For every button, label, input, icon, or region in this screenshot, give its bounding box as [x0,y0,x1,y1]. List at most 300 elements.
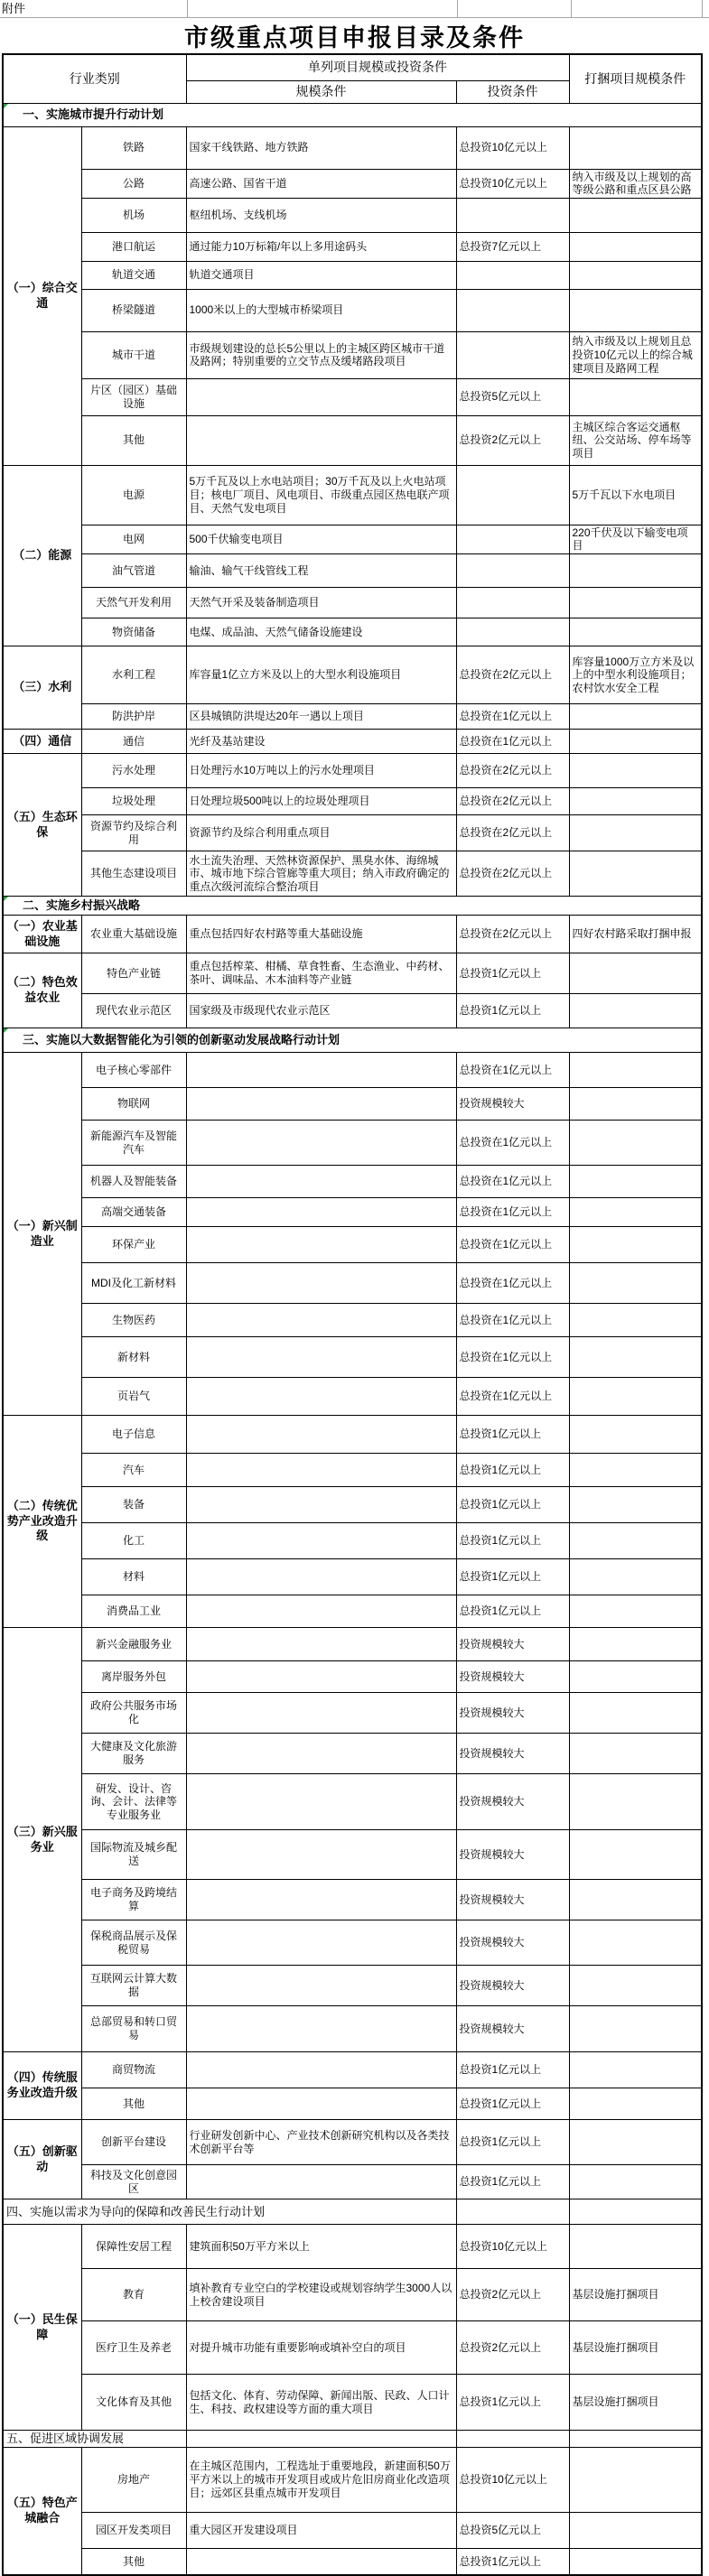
project-row [3,704,702,730]
section-title [3,1028,702,1053]
project-row [3,1088,702,1121]
bundled-condition-cell [569,704,702,730]
project-row [3,916,702,953]
project-row [3,1966,702,2006]
subcategory-cell: 园区开发类项目 [81,2512,186,2548]
subcategory-cell: 环保产业 [81,1227,186,1263]
bundled-condition-cell: 基层设施打捆项目 [569,2269,702,2321]
bundled-condition-cell [569,1337,702,1378]
scale-condition-cell [186,2088,456,2120]
investment-condition-cell: 总投资2亿元以上 [456,2269,569,2321]
investment-condition-cell: 总投资1亿元以上 [456,1487,569,1523]
section-empty-cell [456,2199,569,2225]
section-title-text: 四、实施以需求为导向的保障和改善民生行动计划 [6,2204,266,2218]
scale-condition-cell [186,1304,456,1337]
bundled-condition-cell [569,1454,702,1487]
section-header-row [3,1028,702,1053]
scale-condition-cell: 建筑面积50万平方米以上 [186,2225,456,2269]
subcategory-cell: 房地产 [81,2447,186,2512]
bundled-condition-cell [569,2006,702,2052]
bundled-condition-cell [569,1774,702,1830]
investment-condition-cell: 总投资在1亿元以上 [456,1227,569,1263]
project-row [3,1523,702,1559]
investment-condition-cell: 总投资10亿元以上 [456,169,569,198]
project-row [3,1774,702,1830]
investment-condition-cell: 总投资在1亿元以上 [456,1378,569,1416]
bundled-condition-cell [569,953,702,994]
project-row [3,2120,702,2165]
subcategory-cell: 总部贸易和转口贸易 [81,2006,186,2052]
bundled-condition-cell: 纳入市级及以上规划的高等级公路和重点区县公路 [569,169,702,198]
section-title-text: 三、实施以大数据智能化为引领的创新驱动发展战略行动计划 [23,1033,341,1047]
project-row [3,2321,702,2375]
scale-condition-cell: 天然气开采及装备制造项目 [186,588,456,618]
section-title-text: 二、实施乡村振兴战略 [23,898,141,913]
scale-condition-cell [186,1559,456,1595]
bundled-condition-cell [569,1830,702,1880]
bundled-condition-cell [569,289,702,331]
project-row [3,415,702,465]
bundled-condition-cell: 220千伏及以下输变电项目 [569,525,702,553]
industry-group-label: （一）综合交通 [3,126,81,465]
industry-group-label: （一）农业基础设施 [3,916,81,953]
scale-condition-cell: 包括文化、体育、劳动保障、新闻出版、民政、人口计生、科技、政权建设等方面的重大项目 [186,2375,456,2431]
investment-condition-cell: 投资规模较大 [456,1628,569,1661]
scale-condition-cell [186,1053,456,1088]
bundled-condition-cell [569,198,702,232]
cell-error-marker-icon [4,104,8,108]
bundled-condition-cell [569,1416,702,1454]
subcategory-cell: 资源节约及综合利用 [81,815,186,851]
bundled-condition-cell: 5万千瓦以下水电项目 [569,465,702,525]
investment-condition-cell: 总投资在1亿元以上 [456,1198,569,1227]
scale-condition-cell: 5万千瓦及以上水电站项目；30万千瓦及以上火电站项目；核电厂项目、风电项目、市级重点园区热电联产项目、天然气发电项目 [186,465,456,525]
scale-condition-cell: 通过能力10万标箱/年以上多用途码头 [186,232,456,261]
investment-condition-cell: 总投资2亿元以上 [456,415,569,465]
project-row [3,1198,702,1227]
bundled-condition-cell [569,1263,702,1304]
bundled-condition-cell [569,261,702,289]
project-row [3,465,702,525]
investment-condition-cell: 总投资1亿元以上 [456,2548,569,2575]
project-row [3,2006,702,2052]
investment-condition-cell: 投资规模较大 [456,1088,569,1121]
investment-condition-cell: 投资规模较大 [456,1830,569,1880]
investment-condition-cell: 投资规模较大 [456,1734,569,1774]
subcategory-cell: 文化体育及其他 [81,2375,186,2431]
project-row [3,1559,702,1595]
project-catalog-table [2,53,703,2576]
bundled-condition-cell [569,554,702,588]
investment-condition-cell: 总投资在1亿元以上 [456,1053,569,1088]
project-row [3,994,702,1028]
bundled-condition-cell [569,1920,702,1966]
scale-condition-cell: 500千伏输变电项目 [186,525,456,553]
section-header-row [3,897,702,916]
scale-condition-cell: 库容量1亿立方米及以上的大型水利设施项目 [186,646,456,704]
section-title [3,103,702,126]
project-row [3,1693,702,1734]
scale-condition-cell: 资源节约及综合利用重点项目 [186,815,456,851]
subcategory-cell: 大健康及文化旅游服务 [81,1734,186,1774]
bundled-condition-cell [569,994,702,1028]
subcategory-cell: 国际物流及城乡配送 [81,1830,186,1880]
subcategory-cell: 铁路 [81,126,186,169]
subcategory-cell: 页岩气 [81,1378,186,1416]
bundled-condition-cell [569,232,702,261]
bundled-condition-cell [569,1304,702,1337]
section-title [3,2431,186,2448]
investment-condition-cell: 总投资2亿元以上 [456,2321,569,2375]
section-empty-cell [456,2431,569,2448]
bundled-condition-cell [569,1559,702,1595]
bundled-condition-cell: 库容量1000万立方米及以上的中型水利设施项目；农村饮水安全工程 [569,646,702,704]
industry-group-label: （四）传统服务业改造升级 [3,2052,81,2120]
header-row-1 [3,54,702,80]
project-row [3,1053,702,1088]
project-row [3,1628,702,1661]
subcategory-cell: 机场 [81,198,186,232]
subcategory-cell: 其他生态建设项目 [81,851,186,897]
subcategory-cell: 污水处理 [81,754,186,788]
scale-condition-cell: 光纤及基站建设 [186,730,456,754]
investment-condition-cell: 投资规模较大 [456,1920,569,1966]
project-row [3,2052,702,2088]
cell-error-marker-icon [4,897,8,901]
project-row [3,788,702,815]
project-row [3,815,702,851]
bundled-condition-cell [569,1734,702,1774]
investment-condition-cell [456,261,569,289]
project-row [3,2512,702,2548]
bundled-condition-cell [569,1166,702,1198]
investment-condition-cell: 投资规模较大 [456,1880,569,1920]
project-row [3,730,702,754]
subcategory-cell: 政府公共服务市场化 [81,1693,186,1734]
subcategory-cell: 特色产业链 [81,953,186,994]
project-row [3,1454,702,1487]
bundled-condition-cell [569,2052,702,2088]
project-row [3,1830,702,1880]
scale-condition-cell [186,2165,456,2199]
scale-condition-cell: 重点包括四好农村路等重大基础设施 [186,916,456,953]
section-empty-cell [186,2431,456,2448]
scale-condition-cell: 在主城区范围内，工程选址于重要地段，新建面积50万平方米以上的城市开发项目或成片危旧房商业化改造项目；远郊区县重点城市开发项目 [186,2447,456,2512]
scale-condition-cell [186,1734,456,1774]
project-row [3,1734,702,1774]
scale-condition-cell [186,1487,456,1523]
project-row [3,754,702,788]
scale-condition-cell: 日处理垃圾500吨以上的垃圾处理项目 [186,788,456,815]
bundled-condition-cell [569,1198,702,1227]
investment-condition-cell: 总投资5亿元以上 [456,378,569,415]
project-row [3,232,702,261]
title-row [0,18,709,53]
scale-condition-cell [186,1263,456,1304]
project-row [3,1121,702,1166]
bundled-condition-cell [569,378,702,415]
investment-condition-cell: 总投资1亿元以上 [456,2375,569,2431]
investment-condition-cell: 总投资1亿元以上 [456,2165,569,2199]
investment-condition-cell: 总投资在1亿元以上 [456,1263,569,1304]
project-row [3,2548,702,2575]
scale-condition-cell: 重大园区开发建设项目 [186,2512,456,2548]
investment-condition-cell: 总投资1亿元以上 [456,953,569,994]
scale-condition-cell: 电煤、成品油、天然气储备设施建设 [186,618,456,646]
industry-group-label: （五）创新驱动 [3,2120,81,2199]
investment-condition-cell: 总投资1亿元以上 [456,1559,569,1595]
bundled-condition-cell [569,1378,702,1416]
header-investment: 投资条件 [456,80,569,103]
scale-condition-cell: 市级规划建设的总长5公里以上的主城区跨区城市干道及路网；特别重要的立交节点及缓堵路段项目 [186,331,456,378]
scale-condition-cell: 轨道交通项目 [186,261,456,289]
bundled-condition-cell [569,1523,702,1559]
scale-condition-cell [186,1088,456,1121]
bundled-condition-cell [569,1661,702,1693]
investment-condition-cell [456,331,569,378]
section-title-text: 五、促进区域协调发展 [6,2432,125,2445]
bundled-condition-cell [569,1628,702,1661]
investment-condition-cell: 投资规模较大 [456,1774,569,1830]
project-row [3,198,702,232]
investment-condition-cell: 总投资在1亿元以上 [456,1166,569,1198]
investment-condition-cell: 总投资1亿元以上 [456,1416,569,1454]
investment-condition-cell: 总投资10亿元以上 [456,2447,569,2512]
scale-condition-cell [186,1227,456,1263]
subcategory-cell: 公路 [81,169,186,198]
scale-condition-cell [186,1920,456,1966]
project-row [3,1416,702,1454]
scale-condition-cell [186,1523,456,1559]
subcategory-cell: 港口航运 [81,232,186,261]
attachment-label: 附件 [2,2,26,15]
project-row [3,2088,702,2120]
investment-condition-cell [456,465,569,525]
section-title [3,2199,456,2225]
industry-group-label: （三）水利 [3,646,81,730]
subcategory-cell: 其他 [81,2548,186,2575]
subcategory-cell: 现代农业示范区 [81,994,186,1028]
page-title: 市级重点项目申报目录及条件 [184,24,525,51]
bundled-condition-cell [569,1227,702,1263]
subcategory-cell: 电源 [81,465,186,525]
bundled-condition-cell [569,588,702,618]
scale-condition-cell: 填补教育专业空白的学校建设或规划容纳学生3000人以上校舍建设项目 [186,2269,456,2321]
scale-condition-cell [186,1416,456,1454]
bundled-condition-cell [569,1693,702,1734]
subcategory-cell: 保障性安居工程 [81,2225,186,2269]
project-row [3,2375,702,2431]
subcategory-cell: 保税商品展示及保税贸易 [81,1920,186,1966]
scale-condition-cell [186,1378,456,1416]
bundled-condition-cell [569,2120,702,2165]
project-row [3,851,702,897]
investment-condition-cell: 总投资在1亿元以上 [456,1121,569,1166]
scale-condition-cell: 高速公路、国省干道 [186,169,456,198]
industry-group-label: （四）通信 [3,730,81,754]
subcategory-cell: 电子商务及跨境结算 [81,1880,186,1920]
subcategory-cell: 新材料 [81,1337,186,1378]
project-row [3,1263,702,1304]
scale-condition-cell: 输油、输气干线管线工程 [186,554,456,588]
bundled-condition-cell [569,851,702,897]
scale-condition-cell [186,1337,456,1378]
investment-condition-cell: 总投资10亿元以上 [456,2225,569,2269]
scale-condition-cell [186,1628,456,1661]
investment-condition-cell: 投资规模较大 [456,1966,569,2006]
section-empty-cell [569,2431,702,2448]
scale-condition-cell: 枢纽机场、支线机场 [186,198,456,232]
scale-condition-cell: 行业研发创新中心、产业技术创新研究机构以及各类技术创新平台等 [186,2120,456,2165]
bundled-condition-cell [569,618,702,646]
project-row [3,618,702,646]
bundled-condition-cell [569,815,702,851]
project-row [3,554,702,588]
header-single-project: 单列项目规模或投资条件 [186,54,569,80]
bundled-condition-cell [569,2165,702,2199]
project-row [3,588,702,618]
bundled-condition-cell [569,1595,702,1628]
investment-condition-cell: 总投资在1亿元以上 [456,704,569,730]
section-header-row [3,2199,702,2225]
subcategory-cell: 物联网 [81,1088,186,1121]
bundled-condition-cell [569,2225,702,2269]
subcategory-cell: 装备 [81,1487,186,1523]
subcategory-cell: 研发、设计、咨询、会计、法律等专业服务业 [81,1774,186,1830]
investment-condition-cell: 总投资1亿元以上 [456,1595,569,1628]
investment-condition-cell [456,525,569,553]
investment-condition-cell: 总投资10亿元以上 [456,126,569,169]
subcategory-cell: 科技及文化创意园区 [81,2165,186,2199]
project-row [3,1304,702,1337]
subcategory-cell: 新兴金融服务业 [81,1628,186,1661]
project-row [3,126,702,169]
scale-condition-cell [186,2006,456,2052]
investment-condition-cell: 总投资在1亿元以上 [456,1304,569,1337]
subcategory-cell: 机器人及智能装备 [81,1166,186,1198]
subcategory-cell: 创新平台建设 [81,2120,186,2165]
industry-group-label: （二）特色效益农业 [3,953,81,1028]
subcategory-cell: 教育 [81,2269,186,2321]
scale-condition-cell [186,1121,456,1166]
scale-condition-cell: 对提升城市功能有重要影响或填补空白的项目 [186,2321,456,2375]
scale-condition-cell: 区县城镇防洪堤达20年一遇以上项目 [186,704,456,730]
bundled-condition-cell: 基层设施打捆项目 [569,2375,702,2431]
bundled-condition-cell [569,2512,702,2548]
cell-error-marker-icon [4,1028,8,1033]
subcategory-cell: 医疗卫生及养老 [81,2321,186,2375]
subcategory-cell: 材料 [81,1559,186,1595]
section-header-row [3,103,702,126]
project-row [3,953,702,994]
header-scale: 规模条件 [186,80,456,103]
project-row [3,169,702,198]
industry-group-label: （三）新兴服务业 [3,1628,81,2052]
bundled-condition-cell [569,730,702,754]
header-industry: 行业类别 [3,54,186,103]
subcategory-cell: 通信 [81,730,186,754]
investment-condition-cell: 总投资1亿元以上 [456,1454,569,1487]
investment-condition-cell: 总投资1亿元以上 [456,1523,569,1559]
subcategory-cell: 垃圾处理 [81,788,186,815]
gridline [457,0,458,17]
subcategory-cell: 其他 [81,2088,186,2120]
bundled-condition-cell: 四好农村路采取打捆申报 [569,916,702,953]
investment-condition-cell: 总投资在2亿元以上 [456,815,569,851]
subcategory-cell: 防洪护岸 [81,704,186,730]
scale-condition-cell [186,1595,456,1628]
subcategory-cell: 电网 [81,525,186,553]
subcategory-cell: 油气管道 [81,554,186,588]
investment-condition-cell: 总投资在2亿元以上 [456,646,569,704]
section-empty-cell [569,2199,702,2225]
project-row [3,1378,702,1416]
scale-condition-cell: 1000米以上的大型城市桥梁项目 [186,289,456,331]
scale-condition-cell [186,415,456,465]
project-row [3,1880,702,1920]
subcategory-cell: MDI及化工新材料 [81,1263,186,1304]
bundled-condition-cell [569,2548,702,2575]
project-row [3,1337,702,1378]
bundled-condition-cell [569,1053,702,1088]
investment-condition-cell [456,588,569,618]
bundled-condition-cell: 基层设施打捆项目 [569,2321,702,2375]
project-row [3,2165,702,2199]
subcategory-cell: 农业重大基础设施 [81,916,186,953]
project-row [3,378,702,415]
investment-condition-cell [456,554,569,588]
project-row [3,2225,702,2269]
subcategory-cell: 互联网云计算大数据 [81,1966,186,2006]
gridline [702,0,703,17]
investment-condition-cell: 投资规模较大 [456,2006,569,2052]
subcategory-cell: 高端交通装备 [81,1198,186,1227]
investment-condition-cell: 总投资1亿元以上 [456,2052,569,2088]
project-row [3,1595,702,1628]
project-row [3,2269,702,2321]
investment-condition-cell: 总投资7亿元以上 [456,232,569,261]
scale-condition-cell: 日处理污水10万吨以上的污水处理项目 [186,754,456,788]
gridline [571,0,572,17]
subcategory-cell: 其他 [81,415,186,465]
project-row [3,1227,702,1263]
investment-condition-cell: 总投资1亿元以上 [456,2088,569,2120]
scale-condition-cell: 国家干线铁路、地方铁路 [186,126,456,169]
project-row [3,331,702,378]
subcategory-cell: 商贸物流 [81,2052,186,2088]
bundled-condition-cell [569,1121,702,1166]
bundled-condition-cell [569,1880,702,1920]
investment-condition-cell: 总投资在2亿元以上 [456,916,569,953]
investment-condition-cell: 总投资在2亿元以上 [456,788,569,815]
scale-condition-cell [186,1880,456,1920]
project-row [3,646,702,704]
investment-condition-cell: 总投资1亿元以上 [456,994,569,1028]
subcategory-cell: 生物医药 [81,1304,186,1337]
subcategory-cell: 水利工程 [81,646,186,704]
investment-condition-cell: 投资规模较大 [456,1661,569,1693]
investment-condition-cell: 总投资5亿元以上 [456,2512,569,2548]
scale-condition-cell [186,1774,456,1830]
scale-condition-cell [186,1198,456,1227]
industry-group-label: （二）传统优势产业改造升级 [3,1416,81,1628]
bundled-condition-cell: 主城区综合客运交通枢纽、公交站场、停车场等项目 [569,415,702,465]
investment-condition-cell: 总投资在2亿元以上 [456,851,569,897]
investment-condition-cell: 总投资在2亿元以上 [456,754,569,788]
subcategory-cell: 离岸服务外包 [81,1661,186,1693]
investment-condition-cell [456,198,569,232]
section-title [3,897,702,916]
